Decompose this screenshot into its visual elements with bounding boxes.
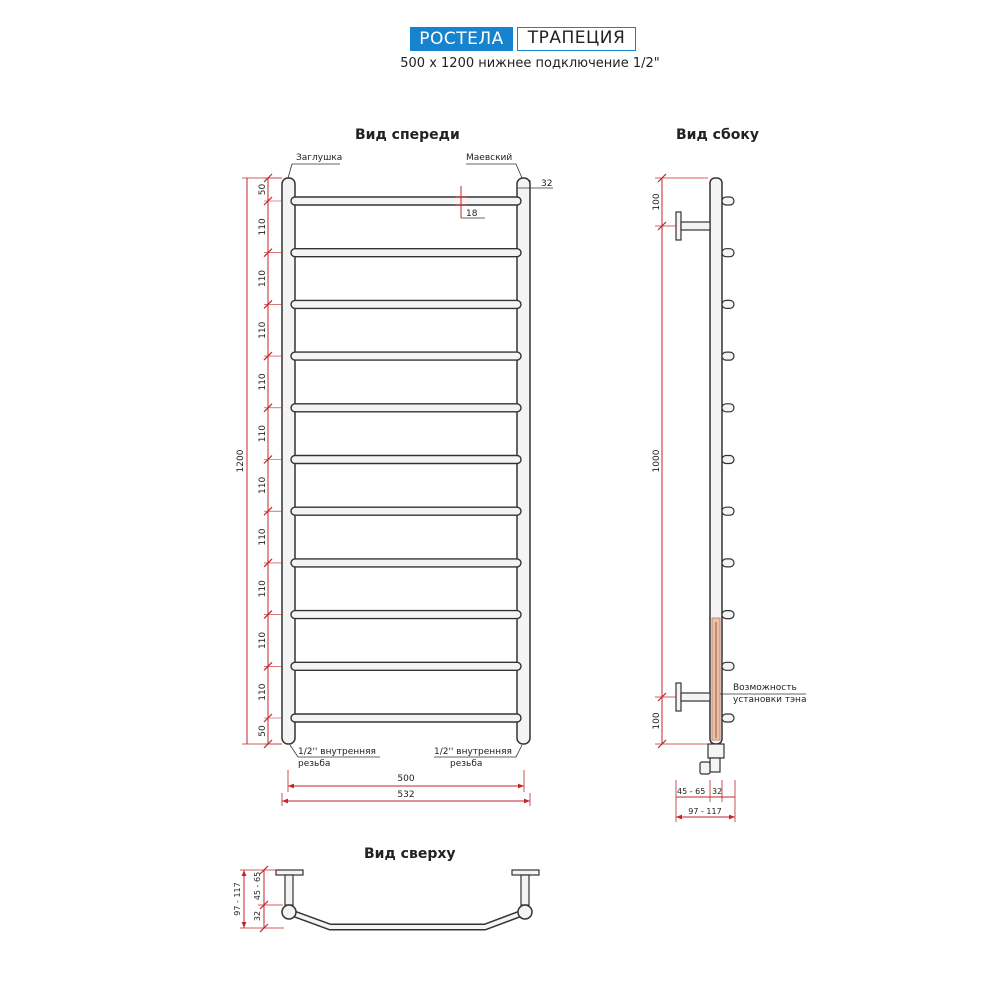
top-view-title: Вид сверху	[364, 846, 456, 862]
thread-left-line1: 1/2'' внутренняя	[298, 747, 376, 757]
right-wall-plate	[512, 870, 539, 875]
dim-chain-label: 110	[258, 218, 268, 236]
rung	[291, 456, 521, 464]
left-wall-plate	[276, 870, 303, 875]
dim-chain-label: 110	[258, 425, 268, 443]
thread-right-line1: 1/2'' внутренняя	[434, 747, 512, 757]
side-dim-1000: 1000	[652, 449, 662, 473]
dim-chain-label: 110	[258, 269, 268, 288]
side-rung	[722, 197, 734, 205]
rung	[291, 611, 521, 619]
left-post-section	[282, 905, 296, 919]
side-view	[652, 174, 806, 822]
side-rung	[722, 611, 734, 619]
side-rung	[722, 300, 734, 308]
dim-chain-label: 110	[258, 321, 268, 339]
top-dim-45-65: 45 - 65	[253, 871, 262, 901]
dim-chain-label: 110	[258, 683, 268, 701]
side-dim-45-65: 45 - 65	[677, 787, 706, 796]
brand-logo: РОСТЕЛА	[410, 27, 513, 51]
side-rung	[722, 559, 734, 567]
dim-chain-label: 50	[258, 183, 268, 196]
dim-chain	[258, 174, 282, 748]
mayevsky-label: Маевский	[466, 153, 513, 163]
top-view	[233, 866, 539, 932]
side-rung	[722, 507, 734, 515]
top-dim-97-117: 97 - 117	[233, 882, 242, 916]
heater-label-line1: Возможность	[733, 683, 797, 693]
side-rung	[722, 714, 734, 722]
rung	[291, 662, 521, 670]
subtitle: 500 х 1200 нижнее подключение 1/2"	[400, 56, 660, 71]
dim-rung-18: 18	[466, 209, 478, 219]
front-view-title: Вид спереди	[355, 127, 460, 143]
side-dim-97-117: 97 - 117	[688, 807, 722, 816]
model-name: ТРАПЕЦИЯ	[517, 27, 636, 51]
thread-right-line2: резьба	[450, 759, 483, 769]
top-dim-32: 32	[253, 910, 262, 922]
right-post-section	[518, 905, 532, 919]
dim-1200: 1200	[236, 449, 246, 473]
dim-chain-label: 110	[258, 476, 268, 494]
thread-left-line2: резьба	[298, 759, 331, 769]
side-rungs	[722, 197, 734, 722]
side-dim-100-top: 100	[652, 193, 662, 211]
side-rung	[722, 404, 734, 412]
top-wall-bracket	[676, 212, 710, 240]
dim-tube-32: 32	[541, 179, 553, 189]
side-rung	[722, 249, 734, 257]
bottom-connector	[700, 744, 724, 774]
dim-500: 500	[397, 774, 415, 784]
dim-532: 532	[397, 790, 415, 800]
dim-chain-label: 50	[258, 725, 268, 737]
side-dim-32: 32	[712, 787, 723, 796]
rung	[291, 404, 521, 412]
bottom-wall-bracket	[676, 683, 710, 711]
side-rung	[722, 662, 734, 670]
side-dim-100-bottom: 100	[652, 712, 662, 730]
heater-label-line2: установки тэна	[733, 695, 807, 705]
front-view	[236, 153, 553, 806]
rung	[291, 559, 521, 567]
rung	[291, 714, 521, 722]
rung	[291, 507, 521, 515]
rung	[291, 249, 521, 257]
side-rung	[722, 456, 734, 464]
dim-chain-label: 110	[258, 580, 268, 598]
rung	[291, 352, 521, 360]
rung	[291, 197, 521, 205]
dim-chain-label: 110	[258, 528, 268, 546]
side-view-title: Вид сбоку	[676, 127, 759, 143]
side-rung	[722, 352, 734, 360]
rungs	[291, 197, 521, 722]
plug-label: Заглушка	[296, 153, 343, 163]
dim-chain-label: 110	[258, 373, 268, 391]
rung	[291, 300, 521, 308]
dim-chain-label: 110	[258, 631, 268, 650]
